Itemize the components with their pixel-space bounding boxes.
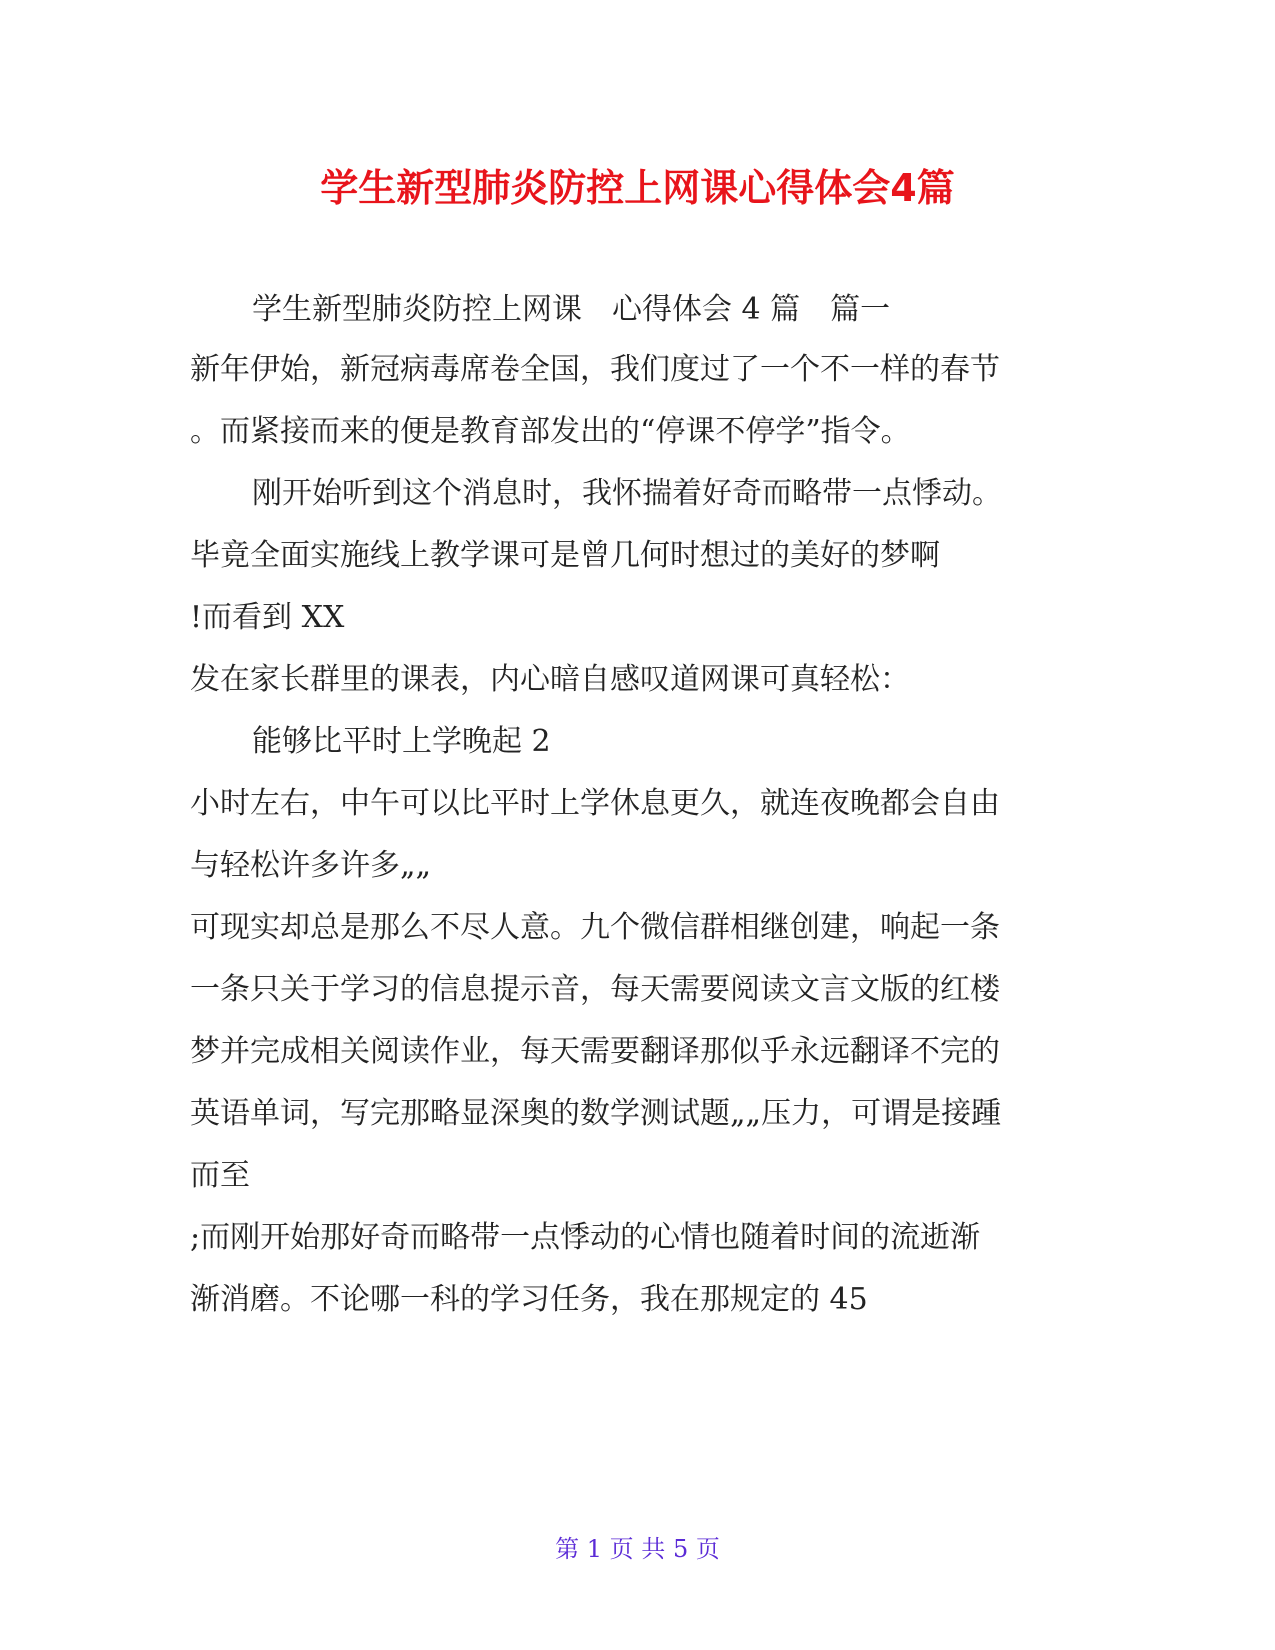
- body-line: 毕竟全面实施线上教学课可是曾几何时想过的美好的梦啊: [190, 538, 940, 573]
- body-line: 一条只关于学习的信息提示音，每天需要阅读文言文版的红楼: [190, 972, 1000, 1007]
- body-line: 刚开始听到这个消息时，我怀揣着好奇而略带一点悸动。: [252, 476, 1002, 511]
- body-line: 学生新型肺炎防控上网课 心得体会 4 篇 篇一: [252, 292, 891, 327]
- body-line: !而看到 XX: [190, 600, 345, 635]
- body-line: 小时左右，中午可以比平时上学休息更久，就连夜晚都会自由: [190, 786, 1000, 821]
- body-line: 而至: [190, 1158, 250, 1193]
- body-line: 渐消磨。不论哪一科的学习任务，我在那规定的 45: [190, 1282, 868, 1317]
- body-line: 新年伊始，新冠病毒席卷全国，我们度过了一个不一样的春节: [190, 352, 1000, 387]
- body-line: 与轻松许多许多„„: [190, 848, 432, 883]
- body-line: 。而紧接而来的便是教育部发出的“停课不停学”指令。: [190, 414, 911, 449]
- body-line: ;而刚开始那好奇而略带一点悸动的心情也随着时间的流逝渐: [190, 1220, 981, 1255]
- body-line: 可现实却总是那么不尽人意。九个微信群相继创建，响起一条: [190, 910, 1000, 945]
- document-title: 学生新型肺炎防控上网课心得体会4篇: [320, 166, 955, 210]
- body-line: 英语单词，写完那略显深奥的数学测试题„„压力，可谓是接踵: [190, 1096, 1002, 1131]
- body-line: 梦并完成相关阅读作业，每天需要翻译那似乎永远翻译不完的: [190, 1034, 1000, 1069]
- body-line: 发在家长群里的课表，内心暗自感叹道网课可真轻松：: [190, 662, 910, 697]
- body-line: 能够比平时上学晚起 2: [252, 724, 551, 759]
- page-number-footer: 第 1 页 共 5 页: [555, 1535, 720, 1563]
